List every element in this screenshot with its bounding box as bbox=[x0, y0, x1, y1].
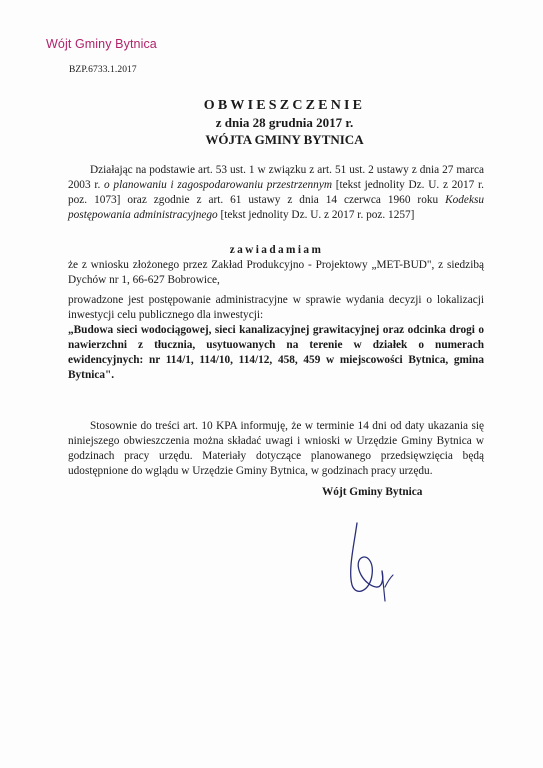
signature-label: Wójt Gminy Bytnica bbox=[322, 486, 423, 498]
proceeding-text: prowadzone jest postępowanie administracyjne w sprawie wydania decyzji o lokalizacji inwestycji celu publicznego dla inwestycji: bbox=[68, 294, 484, 321]
legal-basis-text-2: [tekst jednolity Dz. U. z 2017 r. poz. 1073] oraz zgodnie z art. 61 ustawy z dnia 14 czerwca 1960 roku bbox=[68, 179, 484, 206]
document-title: OBWIESZCZENIE bbox=[203, 98, 366, 113]
issuing-office: WÓJTA GMINY BYTNICA bbox=[205, 132, 364, 147]
proceeding-paragraph bbox=[68, 293, 484, 383]
legal-basis-text-1: Działając na podstawie art. 53 ust. 1 w związku z art. 51 ust. 2 ustawy z dnia 27 marca 2003 r. bbox=[68, 164, 484, 191]
handwritten-signature bbox=[330, 515, 410, 605]
notify-heading: zawiadamiam bbox=[229, 244, 324, 256]
legal-basis-act-1: o planowaniu i zagospodarowaniu przestrzennym bbox=[104, 179, 332, 191]
title-block bbox=[13, 97, 543, 148]
legal-basis-act-2: Kodeksu postępowania administracyjnego bbox=[68, 194, 484, 221]
public-notice-paragraph: Stosownie do treści art. 10 KPA informuję, że w terminie 14 dni od daty ukazania się niniejszego obwieszczenia można składać uwagi i wnioski w Urzędzie Gminy Bytnica w godzinach pracy urzędu. Materiały dotyczące planowanego przedsięwzięcia będą udostępnione do wglądu w Urzędzie Gminy Bytnica, w godzinach pracy urzędu. bbox=[68, 420, 484, 477]
legal-basis-paragraph bbox=[68, 163, 484, 223]
office-stamp: Wójt Gminy Bytnica bbox=[46, 37, 157, 51]
reference-number: BZP.6733.1.2017 bbox=[69, 65, 137, 75]
document-date: z dnia 28 grudnia 2017 r. bbox=[215, 115, 354, 130]
applicant-paragraph: że z wniosku złożonego przez Zakład Produkcyjno - Projektowy „MET-BUD", z siedzibą Dychów nr 1, 66-627 Bobrowice, bbox=[68, 259, 484, 286]
investment-description: „Budowa sieci wodociągowej, sieci kanalizacyjnej grawitacyjnej oraz odcinka drogi o nawierzchni z tłucznia, usytuowanych na terenie w działek o numerach ewidencyjnych: nr 114/1, 114/10, 114/12, 458, 459 w miejscowości Bytnica, gmina Bytnica". bbox=[68, 324, 484, 381]
legal-basis-text-3: [tekst jednolity Dz. U. z 2017 r. poz. 1257] bbox=[217, 209, 415, 221]
